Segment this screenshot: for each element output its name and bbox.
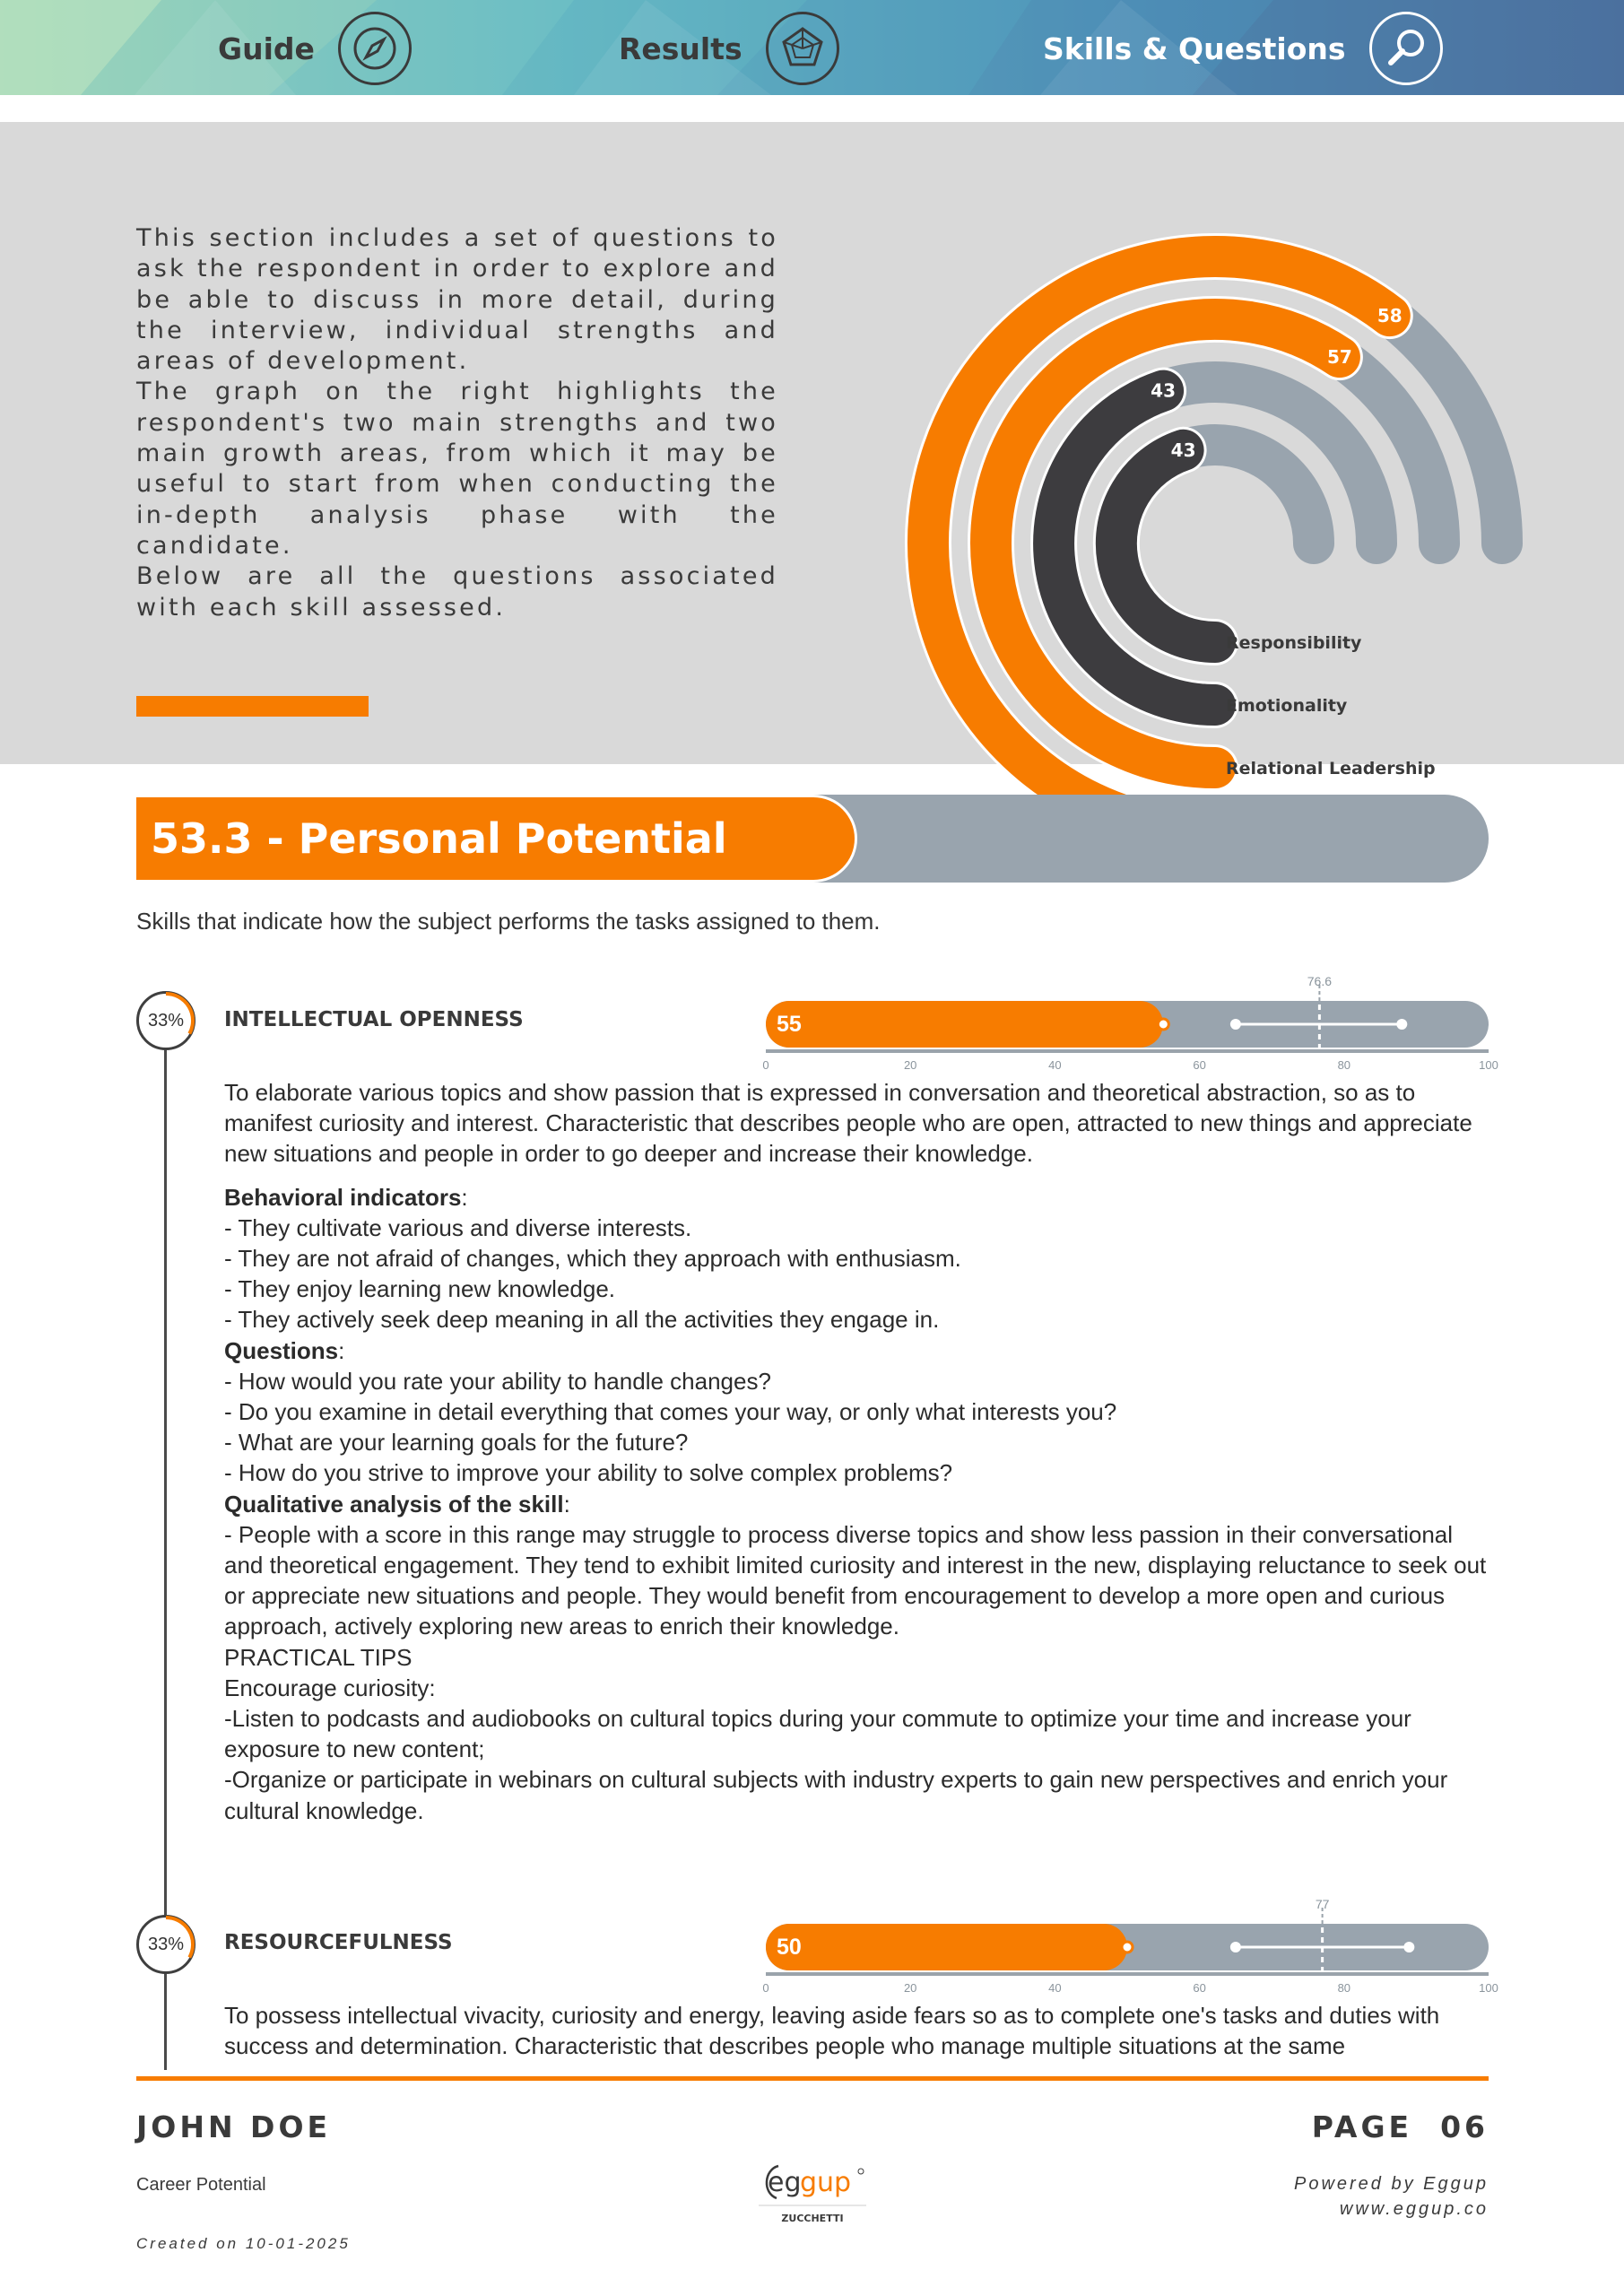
questions-title: Questions bbox=[224, 1336, 339, 1364]
axis-tick-label: 100 bbox=[1479, 1058, 1498, 1072]
reference-value-label: 76.6 bbox=[1307, 974, 1333, 988]
nav-results-label: Results bbox=[619, 30, 743, 66]
axis-tick-label: 40 bbox=[1048, 1058, 1062, 1072]
nav-skills-label: Skills & Questions bbox=[1043, 30, 1346, 66]
tip-item: -Organize or participate in webinars on cultural subjects with industry experts to gain new perspectives and enrich your cultural knowledge. bbox=[224, 1766, 1448, 1824]
skill-details: To elaborate various topics and show passion that is expressed in conversation and theoretical abstraction, so as to manifest curiosity and interest. Characteristic that describes people who are open, attracted to new things and appreciate new situations and people in order to go deeper and increase their knowledge. Behavioral indicators: - They cultivate various and diverse interests. - They are not afraid of changes, which they approach with enthusiasm. - They enjoy learning new knowledge. - They actively seek deep meaning in all the activities they engage in. Questions: - How would you rate your ability to handle changes? - Do you examine in detail everything that comes your way, or only what interests you? - What are your learning goals for the future? - How do you strive to improve your ability to solve complex problems? Qualitative analysis of the skill: - People with a score in this range may struggle to process diverse topics and show less passion in their conversational and theoretical engagement. They tend to exhibit limited curiosity and interest in the new, displaying reluctance to seek out or appreciate new situations and people. They would benefit from encouragement to develop a more open and curious approach, actively exploring new areas to enrich their knowledge. PRACTICAL TIPS Encourage curiosity: -Listen to podcasts and audiobooks on cultural topics during your commute to optimize your time and increase your exposure to new content; -Organize or participate in webinars on cultural subjects with industry experts to gain new perspectives and enrich your cultural knowledge. bbox=[224, 1077, 1490, 1826]
powered-by: Powered by Eggup bbox=[1293, 2174, 1489, 2194]
website-link[interactable]: www.eggup.co bbox=[1339, 2199, 1489, 2219]
skill-weight-badge bbox=[136, 991, 195, 1050]
question-item: - What are your learning goals for the future? bbox=[224, 1429, 689, 1457]
score-marker bbox=[1122, 1942, 1133, 1952]
skill-description: To possess intellectual vivacity, curiosity and energy, leaving aside fears so as to complete one's tasks and duties with success and determination. Characteristic that describes people who manage multiple situations at the same bbox=[224, 2002, 1440, 2060]
axis-tick-label: 0 bbox=[762, 1058, 769, 1072]
intro-paragraph: This section includes a set of questions to ask the respondent in order to explore and be able to discuss in more detail, during the interview, individual strengths and areas of development. bbox=[136, 224, 778, 376]
logo-text-up: gup bbox=[800, 2167, 852, 2198]
question-item: - How would you rate your ability to handle changes? bbox=[224, 1367, 771, 1395]
nav-guide[interactable] bbox=[218, 22, 412, 75]
axis-tick-label: 20 bbox=[903, 1058, 917, 1072]
respondent-name: JOHN DOE bbox=[136, 2109, 332, 2144]
axis-tick-label: 100 bbox=[1479, 1981, 1498, 1995]
skill-weight-label: 33% bbox=[147, 1934, 185, 1954]
radial-bar bbox=[1116, 450, 1215, 642]
axis-tick-label: 60 bbox=[1193, 1058, 1206, 1072]
score-marker-layer bbox=[762, 974, 1490, 1055]
qualitative-title: Qualitative analysis of the skill bbox=[224, 1490, 564, 1518]
intro-text bbox=[136, 223, 778, 623]
score-value: 50 bbox=[777, 1935, 802, 1960]
score-marker-layer bbox=[762, 1897, 1490, 1978]
nav-skills-questions[interactable] bbox=[1043, 22, 1443, 75]
skill-score-chart bbox=[762, 1897, 1498, 1995]
radial-value-label: 43 bbox=[1170, 439, 1196, 461]
intro-paragraph: The graph on the right highlights the respondent's two main strengths and two main growth areas, from which it may be useful to start from when conducting the in-depth analysis phase with the candidate. bbox=[136, 378, 778, 560]
page-header bbox=[0, 0, 1624, 95]
section-banner bbox=[136, 795, 1489, 883]
tip-item: -Listen to podcasts and audiobooks on cultural topics during your commute to optimize your time and increase your exposure to new content; bbox=[224, 1705, 1411, 1763]
radial-category-label: Relational Leadership bbox=[1226, 759, 1436, 778]
question-item: - Do you examine in detail everything that comes your way, or only what interests you? bbox=[224, 1398, 1117, 1426]
radial-value-label: 58 bbox=[1376, 305, 1403, 327]
reference-value-label: 77 bbox=[1315, 1897, 1330, 1911]
nav-results[interactable] bbox=[619, 22, 839, 75]
radial-value-label: 57 bbox=[1326, 346, 1352, 369]
tips-title: PRACTICAL TIPS bbox=[224, 1643, 413, 1671]
skill-weight-badge bbox=[136, 1915, 195, 1974]
axis-tick-label: 20 bbox=[903, 1981, 917, 1995]
behavioral-item: - They enjoy learning new knowledge. bbox=[224, 1275, 616, 1303]
nav-guide-label: Guide bbox=[218, 30, 315, 66]
behavioral-title: Behavioral indicators bbox=[224, 1183, 462, 1211]
radial-value-label: 43 bbox=[1151, 379, 1177, 402]
intro-section bbox=[0, 122, 1624, 778]
skill-title: RESOURCEFULNESS bbox=[224, 1931, 453, 1954]
radial-category-label: Emotionality bbox=[1226, 696, 1348, 716]
footer-divider bbox=[136, 2076, 1489, 2081]
section-subtitle: Skills that indicate how the subject performs the tasks assigned to them. bbox=[136, 908, 881, 935]
magnifier-icon bbox=[1369, 12, 1443, 85]
intro-paragraph: Below are all the questions associated with each skill assessed. bbox=[136, 562, 778, 622]
section-title: 53.3 - Personal Potential bbox=[151, 814, 727, 863]
strengths-radial-chart bbox=[879, 169, 1507, 778]
radial-category-label: Responsibility bbox=[1226, 633, 1362, 653]
accent-bar bbox=[136, 696, 369, 717]
page-label: PAGE bbox=[1311, 2109, 1413, 2144]
axis-tick-label: 80 bbox=[1337, 1058, 1351, 1072]
behavioral-item: - They are not afraid of changes, which they approach with enthusiasm. bbox=[224, 1245, 961, 1273]
skill-weight-label: 33% bbox=[147, 1010, 185, 1031]
behavioral-item: - They actively seek deep meaning in all the activities they engage in. bbox=[224, 1306, 940, 1334]
score-marker bbox=[1158, 1019, 1168, 1030]
qualitative-text: - People with a score in this range may struggle to process diverse topics and show less passion in their conversational and theoretical engagement. They tend to exhibit limited curiosity and interest in the new, displaying reluctance to seek out or appreciate new situations and people. They would benefit from encouragement to develop a more open and curious approach, actively exploring new areas to enrich their knowledge. bbox=[224, 1520, 1487, 1640]
tips-subtitle: Encourage curiosity: bbox=[224, 1674, 436, 1701]
logo-sub: ZUCCHETTI bbox=[781, 2213, 844, 2224]
score-value: 55 bbox=[777, 1012, 802, 1037]
axis-tick-label: 60 bbox=[1193, 1981, 1206, 1995]
question-item: - How do you strive to improve your ability to solve complex problems? bbox=[224, 1459, 953, 1487]
behavioral-item: - They cultivate various and diverse interests. bbox=[224, 1213, 692, 1241]
score-axis bbox=[766, 1972, 1489, 1976]
axis-tick-label: 40 bbox=[1048, 1981, 1062, 1995]
axis-tick-label: 0 bbox=[762, 1981, 769, 1995]
skill-score-chart bbox=[762, 974, 1498, 1072]
report-type: Career Potential bbox=[136, 2175, 266, 2195]
text-clip bbox=[224, 2063, 1490, 2076]
compass-icon bbox=[338, 12, 412, 85]
skill-details bbox=[224, 2000, 1490, 2061]
axis-tick-label: 80 bbox=[1337, 1981, 1351, 1995]
radar-chart-icon bbox=[766, 12, 839, 85]
page-number: 06 bbox=[1440, 2109, 1489, 2144]
skill-title: INTELLECTUAL OPENNESS bbox=[224, 1008, 524, 1031]
score-axis bbox=[766, 1049, 1489, 1053]
eggup-logo bbox=[755, 2146, 870, 2229]
skill-description: To elaborate various topics and show passion that is expressed in conversation and theoretical abstraction, so as to manifest curiosity and interest. Characteristic that describes people who are open, attracted to new things and appreciate new situations and people in order to go deeper and increase their knowledge. bbox=[224, 1079, 1472, 1168]
logo-text-eg: eg bbox=[768, 2167, 802, 2198]
page-indicator bbox=[1273, 2109, 1489, 2144]
created-date: Created on 10-01-2025 bbox=[136, 2235, 351, 2252]
